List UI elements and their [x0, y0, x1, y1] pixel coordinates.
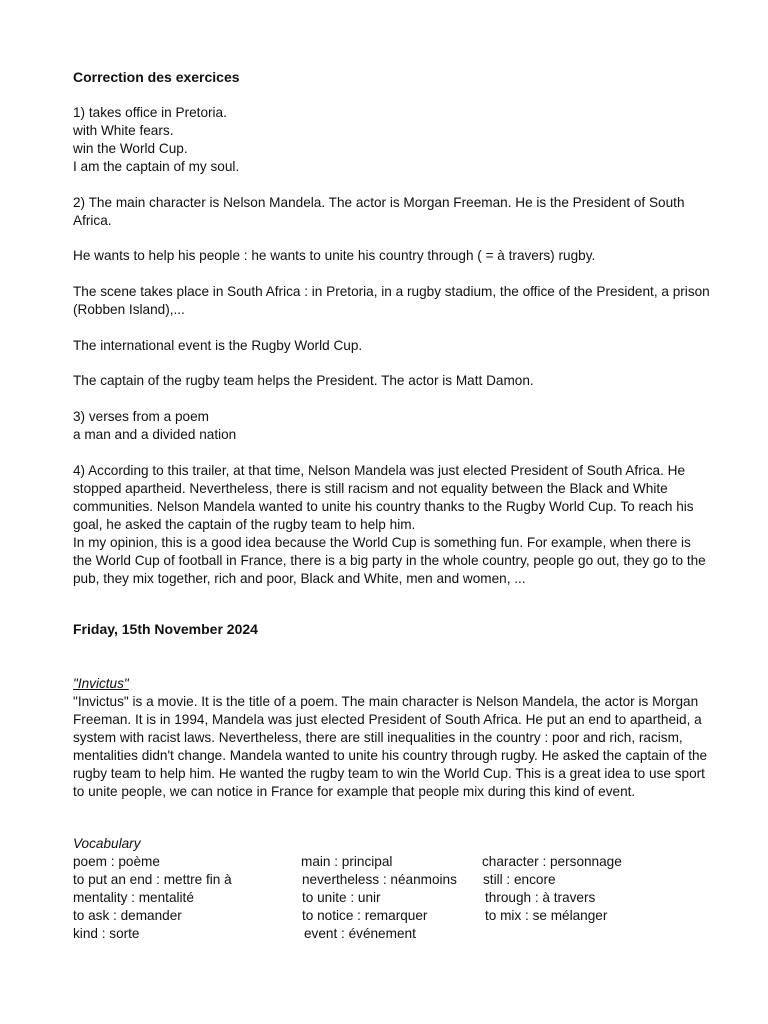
vocabulary-entry: mentality : mentalité — [73, 890, 194, 905]
vocabulary-entry: to put an end : mettre fin à — [73, 872, 232, 887]
date-heading: Friday, 15th November 2024 — [73, 621, 258, 637]
vocabulary-row — [73, 889, 713, 907]
exercise-1-line: 1) takes office in Pretoria. — [73, 105, 227, 120]
exercise-1-line: with White fears. — [73, 123, 174, 138]
paragraph-text: The captain of the rugby team helps the President. The actor is Matt Damon. — [73, 373, 534, 388]
exercise-2-paragraph-1 — [73, 194, 713, 230]
vocabulary-title: Vocabulary — [73, 836, 141, 851]
invictus-title: "Invictus" — [73, 676, 129, 691]
vocabulary-entry: still : encore — [483, 872, 556, 887]
paragraph-text: 2) The main character is Nelson Mandela. The actor is Morgan Freeman. He is the President of South Africa. — [73, 195, 685, 228]
exercise-3 — [73, 408, 713, 444]
exercise-2-paragraph-3 — [73, 283, 713, 319]
vocabulary-entry: to mix : se mélanger — [485, 908, 608, 923]
vocabulary-entry: nevertheless : néanmoins — [302, 872, 457, 887]
vocabulary-entry: to ask : demander — [73, 908, 182, 923]
invictus-text: "Invictus" is a movie. It is the title of a poem. The main character is Nelson Mandela, the actor is Morgan Freeman. It is in 1994, Mandela was just elected President of South Africa. He put an end to apartheid, a system with racist laws. Nevertheless, there are still inequalities in the country : poor and rich, racism, mentalities didn't change. Mandela wanted to unite his country through rugby. He asked the captain of the rugby team to help him. He wanted the rugby team to win the World Cup. This is a great idea to use sport to unite people, we can notice in France for example that people mix during this kind of event. — [73, 694, 708, 799]
section-title-correction: Correction des exercices — [73, 69, 240, 85]
paragraph-text: He wants to help his people : he wants to unite his country through ( = à travers) rugby. — [73, 248, 596, 263]
invictus-section — [73, 675, 713, 801]
exercise-2-paragraph-5 — [73, 372, 713, 390]
vocabulary-entry: character : personnage — [482, 854, 622, 869]
vocabulary-row — [73, 853, 713, 871]
exercise-4 — [73, 462, 713, 588]
vocabulary-row — [73, 907, 713, 925]
vocabulary-row — [73, 925, 713, 943]
vocabulary-entry: poem : poème — [73, 854, 160, 869]
vocabulary-entry: to unite : unir — [302, 890, 381, 905]
vocabulary-entry: through : à travers — [485, 890, 596, 905]
paragraph-text: The scene takes place in South Africa : in Pretoria, in a rugby stadium, the office of the President, a prison (Robben Island),... — [73, 284, 710, 317]
paragraph-text: The international event is the Rugby World Cup. — [73, 338, 363, 353]
vocabulary-entry: main : principal — [301, 854, 393, 869]
vocabulary-row — [73, 871, 713, 889]
paragraph-text: In my opinion, this is a good idea because the World Cup is something fun. For example, when there is the World Cup of football in France, there is a big party in the whole country, people go out, they go to the pub, they mix together, rich and poor, Black and White, men and women, ... — [73, 535, 706, 586]
exercise-2-paragraph-4 — [73, 337, 713, 355]
exercise-3-line: 3) verses from a poem — [73, 409, 209, 424]
exercise-1-line: I am the captain of my soul. — [73, 159, 240, 174]
vocabulary-entry: to notice : remarquer — [302, 908, 428, 923]
exercise-1 — [73, 104, 713, 176]
vocabulary-section — [73, 835, 713, 943]
exercise-1-line: win the World Cup. — [73, 141, 188, 156]
exercise-3-line: a man and a divided nation — [73, 427, 237, 442]
paragraph-text: 4) According to this trailer, at that time, Nelson Mandela was just elected President of South Africa. He stopped apartheid. Nevertheless, there is still racism and not equality between the Black and White communities. Nelson Mandela wanted to unite his country thanks to the Rugby World Cup. To reach his goal, he asked the captain of the rugby team to help him. — [73, 463, 694, 532]
vocabulary-entry: event : événement — [304, 926, 416, 941]
vocabulary-entry: kind : sorte — [73, 926, 140, 941]
exercise-2-paragraph-2 — [73, 247, 713, 265]
